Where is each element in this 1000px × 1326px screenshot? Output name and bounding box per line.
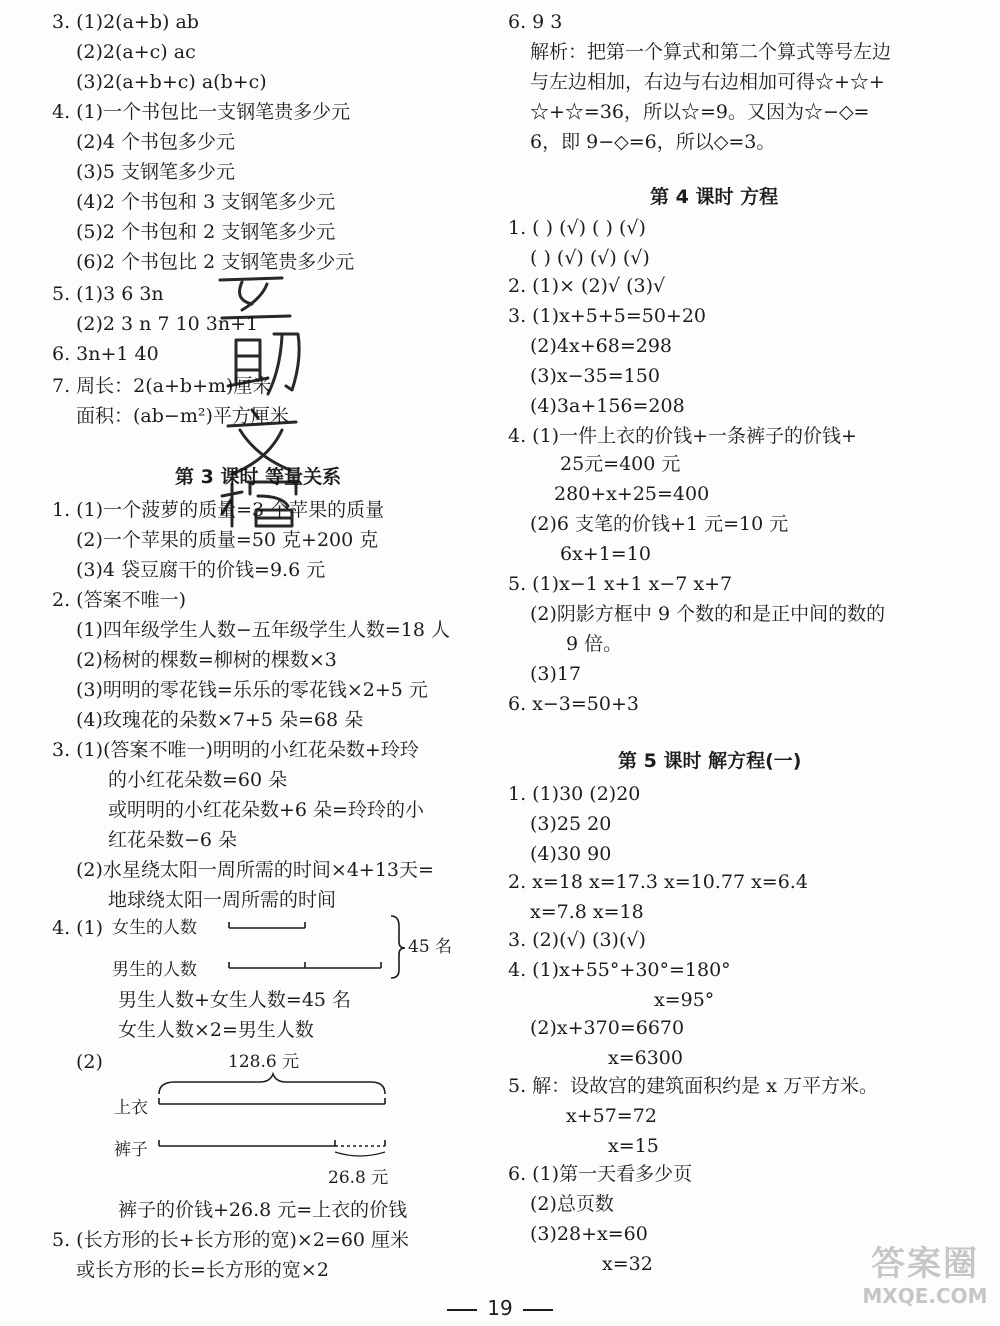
- l3q3-line-2: 的小红花朵数=60 朵: [108, 769, 288, 791]
- l5q4-line-1: 4. (1)x+55°+30°=180°: [508, 959, 731, 981]
- l4q3-line-2: (2)4x+68=298: [530, 335, 672, 357]
- l4q4-line-1: 4. (1)一件上衣的价钱+一条裤子的价钱+: [508, 425, 857, 447]
- l3q4-eq3: 裤子的价钱+26.8 元=上衣的价钱: [118, 1199, 408, 1221]
- l4q5-line-4: (3)17: [530, 663, 582, 685]
- l4q3-line-1: 3. (1)x+5+5=50+20: [508, 305, 707, 327]
- l4q3-line-4: (4)3a+156=208: [530, 395, 685, 417]
- l3q4-eq1: 男生人数+女生人数=45 名: [118, 989, 352, 1011]
- handwritten-watermark: [212, 270, 312, 530]
- l3q4-eq2: 女生人数×2=男生人数: [118, 1019, 314, 1041]
- clothes-bar-diagram: [155, 1072, 395, 1162]
- l3q2-line-0: 2. (答案不唯一): [52, 589, 186, 611]
- l3q3-line-4: 红花朵数−6 朵: [108, 829, 238, 851]
- l5q3-answer: 3. (2)(√) (3)(√): [508, 929, 646, 951]
- total-label: 45 名: [408, 937, 453, 957]
- q6-right-line-4: ☆+☆=36，所以☆=9。又因为☆−◇=: [530, 101, 870, 123]
- l3q3-line-1: 3. (1)(答案不唯一)明明的小红花朵数+玲玲: [52, 739, 419, 761]
- l3q3-line-5: (2)水星绕太阳一周所需的时间×4+13天=: [76, 859, 434, 881]
- footer-rule-right: [523, 1309, 553, 1311]
- girls-label: 女生的人数: [112, 918, 197, 938]
- l5q4-line-3: (2)x+370=6670: [530, 1017, 685, 1039]
- l3q1-line-3: (3)4 袋豆腐干的价钱=9.6 元: [76, 559, 326, 581]
- l4q1-line-2: ( ) (√) (√) (√): [530, 247, 650, 269]
- q6-right-line-3: 与左边相加，右边与右边相加可得☆+☆+: [530, 71, 885, 93]
- l3q1-line-1: 1. (1)一个菠萝的质量=3 个苹果的质量: [52, 499, 385, 521]
- footer-rule-left: [447, 1309, 477, 1311]
- lesson-3-title: 第 3 课时 等量关系: [175, 466, 342, 488]
- l4q3-line-3: (3)x−35=150: [530, 365, 660, 387]
- l4q2-answer: 2. (1)× (2)√ (3)√: [508, 275, 666, 297]
- l5q1-line-3: (4)30 90: [530, 843, 612, 865]
- l4q5-line-3: 9 倍。: [566, 633, 623, 655]
- logo-sub-text: MXQE.COM: [862, 1284, 988, 1308]
- l5q1-line-1: 1. (1)30 (2)20: [508, 783, 641, 805]
- q6-right-line-1: 6. 9 3: [508, 11, 563, 33]
- q3-line-2: (2)2(a+c) ac: [76, 41, 196, 63]
- total-price-label: 128.6 元: [228, 1052, 300, 1072]
- l5q5-line-3: x=15: [608, 1135, 659, 1157]
- l5q4-line-4: x=6300: [608, 1047, 683, 1069]
- q7-line-2: 面积：(ab−m²)平方厘米: [76, 405, 289, 427]
- l3q2-line-4: (4)玫瑰花的朵数×7+5 朵=68 朵: [76, 709, 364, 731]
- l5q4-line-2: x=95°: [654, 989, 715, 1011]
- q6-right-line-2: 解析：把第一个算式和第二个算式等号左边: [530, 41, 892, 63]
- l5q5-line-1: 5. 解：设故宫的建筑面积约是 x 万平方米。: [508, 1075, 878, 1097]
- q3-line-3: (3)2(a+b+c) a(b+c): [76, 71, 267, 93]
- diff-price-label: 26.8 元: [328, 1168, 389, 1188]
- l5q6-line-2: (2)总页数: [530, 1193, 614, 1215]
- l4q4-line-4: (2)6 支笔的价钱+1 元=10 元: [530, 513, 789, 535]
- q5-line-1: 5. (1)3 6 3n: [52, 283, 164, 305]
- boys-label: 男生的人数: [112, 960, 197, 980]
- site-logo-watermark: [855, 1236, 995, 1322]
- l3q3-line-3: 或明明的小红花朵数+6 朵=玲玲的小: [108, 799, 424, 821]
- l5q5-line-2: x+57=72: [566, 1105, 657, 1127]
- l4q4-line-3: 280+x+25=400: [554, 483, 710, 505]
- l5q2-line-1: 2. x=18 x=17.3 x=10.77 x=6.4: [508, 871, 808, 893]
- l5q6-line-1: 6. (1)第一天看多少页: [508, 1163, 693, 1185]
- l5q2-line-2: x=7.8 x=18: [530, 901, 644, 923]
- q6-right-line-5: 6，即 9−◇=6，所以◇=3。: [530, 131, 776, 153]
- page-number: 19: [487, 1296, 513, 1320]
- l4q1-line-1: 1. ( ) (√) ( ) (√): [508, 217, 646, 239]
- l4q4-line-2: 25元=400 元: [560, 453, 681, 475]
- l5q6-line-3: (3)28+x=60: [530, 1223, 648, 1245]
- price-brace: [159, 1074, 385, 1094]
- l3q1-line-2: (2)一个苹果的质量=50 克+200 克: [76, 529, 379, 551]
- q4-line-4: (4)2 个书包和 3 支钢笔多少元: [76, 191, 336, 213]
- q7-line-1: 7. 周长：2(a+b+m)厘米: [52, 375, 272, 397]
- l3q2-line-1: (1)四年级学生人数−五年级学生人数=18 人: [76, 619, 450, 641]
- gender-bar-diagram: [225, 912, 425, 982]
- pants-label: 裤子: [114, 1140, 148, 1160]
- q4-line-3: (3)5 支钢笔多少元: [76, 161, 236, 183]
- lesson-4-title: 第 4 课时 方程: [650, 186, 779, 208]
- logo-main-text: 答案圈: [871, 1244, 979, 1284]
- l4q4-line-5: 6x+1=10: [560, 543, 651, 565]
- l3q4-part2-label: (2): [76, 1051, 103, 1073]
- shirt-label: 上衣: [114, 1098, 148, 1118]
- l3q2-line-3: (3)明明的零花钱=乐乐的零花钱×2+5 元: [76, 679, 428, 701]
- q4-line-6: (6)2 个书包比 2 支钢笔贵多少元: [76, 251, 355, 273]
- lesson-5-title: 第 5 课时 解方程(一): [618, 750, 802, 772]
- l4q5-line-2: (2)阴影方框中 9 个数的和是正中间的数的: [530, 603, 886, 625]
- q6-answer: 6. 3n+1 40: [52, 343, 159, 365]
- l3q4-label: 4. (1): [52, 917, 104, 939]
- q4-line-5: (5)2 个书包和 2 支钢笔多少元: [76, 221, 336, 243]
- total-brace: [391, 916, 405, 978]
- q3-line-1: 3. (1)2(a+b) ab: [52, 11, 199, 33]
- l5q1-line-2: (3)25 20: [530, 813, 612, 835]
- l3q2-line-2: (2)杨树的棵数=柳树的棵数×3: [76, 649, 337, 671]
- q4-line-2: (2)4 个书包多少元: [76, 131, 236, 153]
- page-footer: [0, 1296, 1000, 1322]
- q5-line-2: (2)2 3 n 7 10 3n+1: [76, 313, 259, 335]
- q4-line-1: 4. (1)一个书包比一支钢笔贵多少元: [52, 101, 351, 123]
- l5q6-line-4: x=32: [602, 1253, 653, 1275]
- l3q5-line-2: 或长方形的长=长方形的宽×2: [76, 1259, 329, 1281]
- l4q6-answer: 6. x−3=50+3: [508, 693, 639, 715]
- l3q5-line-1: 5. (长方形的长+长方形的宽)×2=60 厘米: [52, 1229, 410, 1251]
- l3q3-line-6: 地球绕太阳一周所需的时间: [108, 889, 337, 911]
- l4q5-line-1: 5. (1)x−1 x+1 x−7 x+7: [508, 573, 733, 595]
